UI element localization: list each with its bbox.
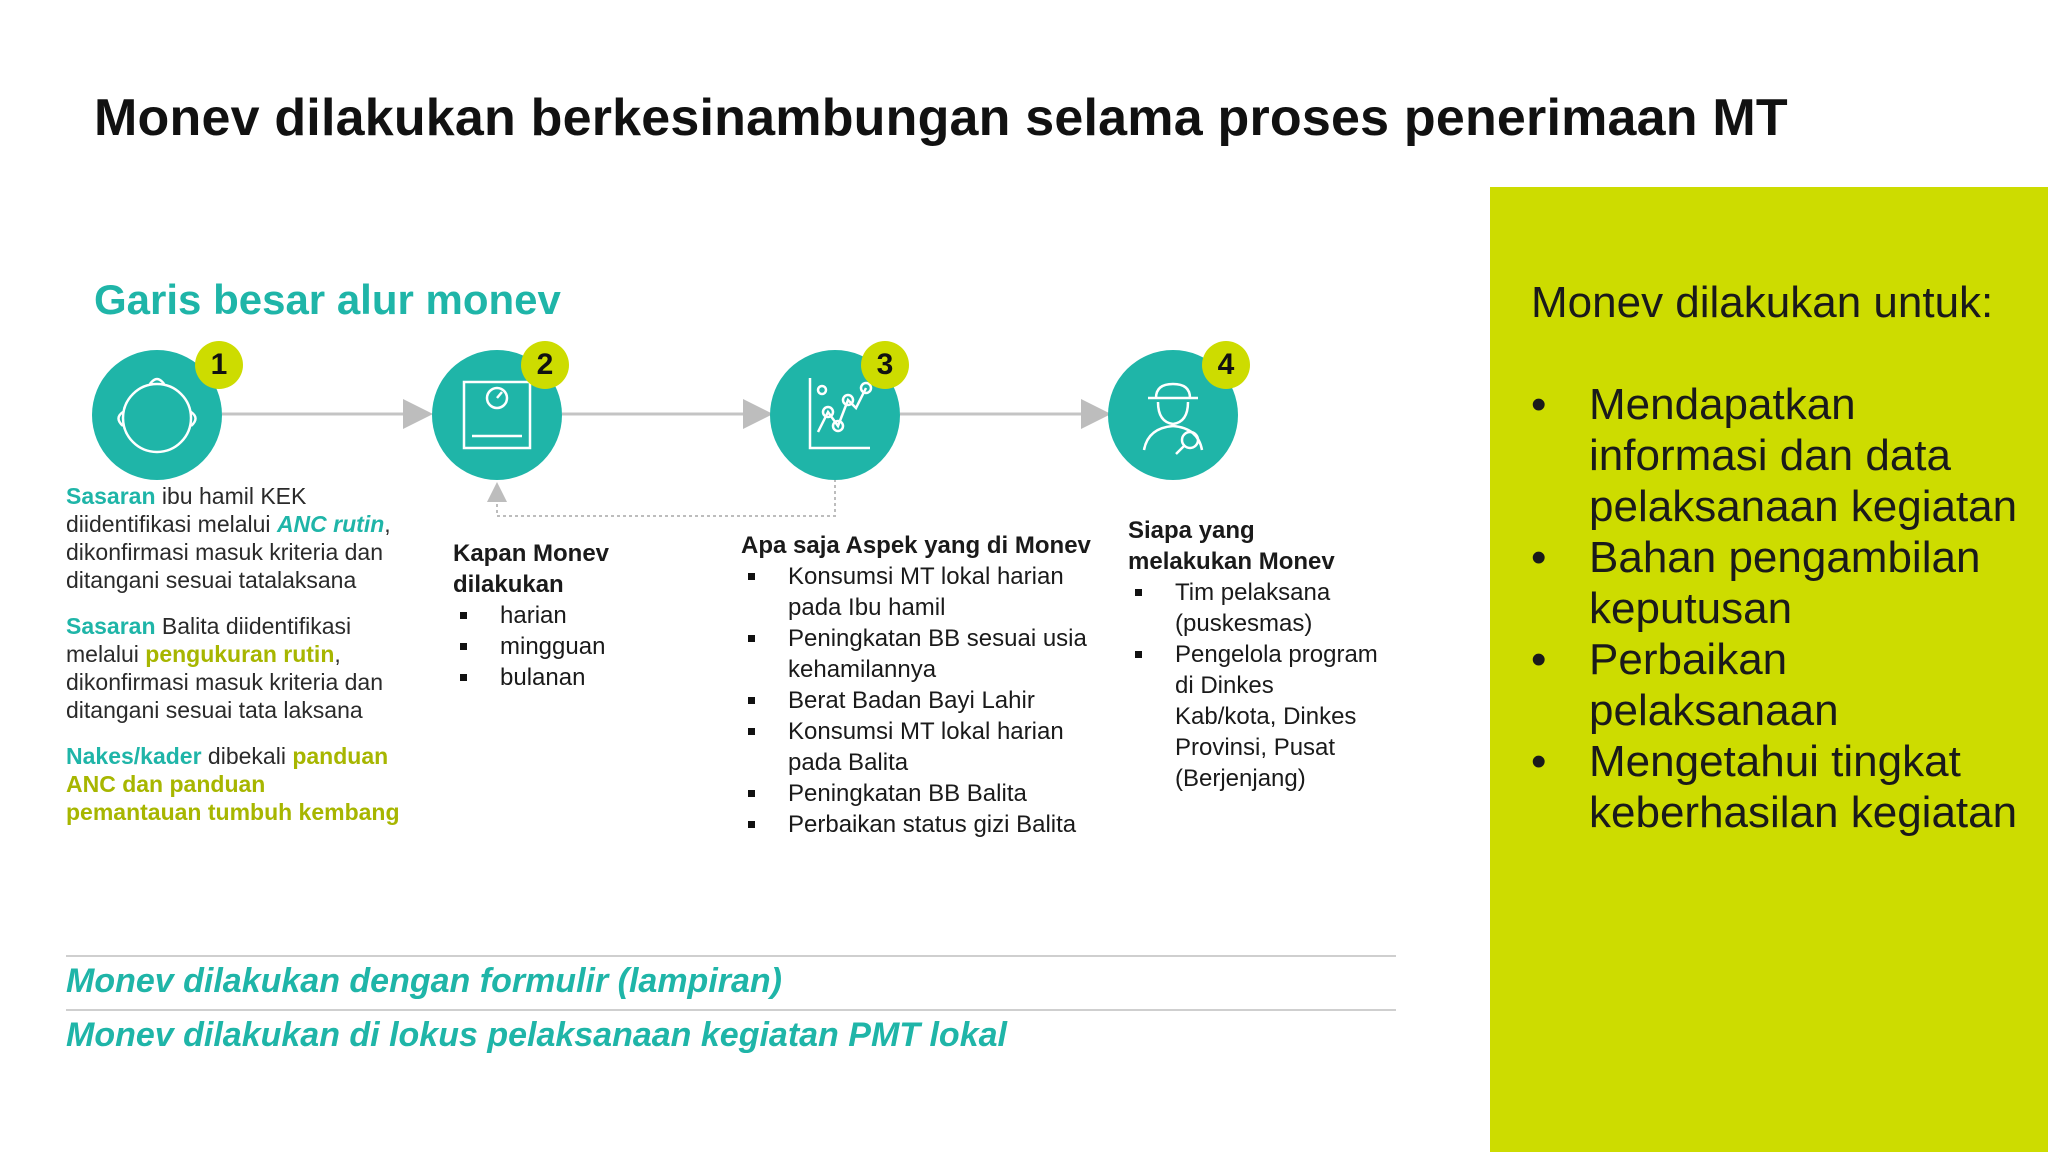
note-toddlers: Sasaran Balita diidentifikasi melalui pengukuran rutin, dikonfirmasi masuk kriteria dan ditangani sesuai tata laksana <box>66 613 384 723</box>
divider <box>66 955 1396 957</box>
step-2-badge: 2 <box>521 341 569 389</box>
list-item: Tim pelaksana (puskesmas) <box>1128 577 1378 639</box>
page-title: Monev dilakukan berkesinambungan selama proses penerimaan MT <box>94 89 1788 147</box>
list-item: mingguan <box>453 631 653 662</box>
aspects-heading: Apa saja Aspek yang di Monev <box>741 532 1091 559</box>
list-item: Konsumsi MT lokal harian pada Ibu hamil <box>741 561 1091 623</box>
purpose-item: • Bahan pengambilan keputusan <box>1531 532 2031 634</box>
purpose-item: • Mengetahui tingkat keberhasilan kegiatan <box>1531 736 2031 838</box>
when-heading: Kapan Monev dilakukan <box>453 540 610 598</box>
note-form: Monev dilakukan dengan formulir (lampiran) <box>66 962 782 1000</box>
when-column <box>453 538 653 693</box>
step-4-badge: 4 <box>1202 341 1250 389</box>
note-location: Monev dilakukan di lokus pelaksanaan kegiatan PMT lokal <box>66 1016 1007 1054</box>
list-item: harian <box>453 600 653 631</box>
note-health-workers: Nakes/kader dibekali panduan ANC dan panduan pemantauan tumbuh kembang <box>66 743 400 825</box>
who-column <box>1128 515 1378 794</box>
list-item: Pengelola program di Dinkes Kab/kota, Dinkes Provinsi, Pusat (Berjenjang) <box>1128 639 1378 794</box>
step-1-badge: 1 <box>195 341 243 389</box>
feedback-arrow-3-2 <box>497 479 835 516</box>
aspects-column <box>741 530 1091 840</box>
list-item: Perbaikan status gizi Balita <box>741 809 1091 840</box>
who-heading: Siapa yang melakukan Monev <box>1128 517 1335 575</box>
list-item: Peningkatan BB Balita <box>741 778 1091 809</box>
step-3-badge: 3 <box>861 341 909 389</box>
list-item: Konsumsi MT lokal harian pada Balita <box>741 716 1091 778</box>
list-item: bulanan <box>453 662 653 693</box>
identification-notes <box>66 482 406 844</box>
list-item: Peningkatan BB sesuai usia kehamilannya <box>741 623 1091 685</box>
purpose-item: • Perbaikan pelaksanaan <box>1531 634 2031 736</box>
list-item: Berat Badan Bayi Lahir <box>741 685 1091 716</box>
note-pregnant-women: Sasaran ibu hamil KEK diidentifikasi melalui ANC rutin, dikonfirmasi masuk kriteria dan ditangani sesuai tatalaksana <box>66 483 391 593</box>
section-subtitle: Garis besar alur monev <box>94 276 561 323</box>
purpose-item: • Mendapatkan informasi dan data pelaksanaan kegiatan <box>1531 379 2031 532</box>
purpose-panel <box>1490 187 2048 1152</box>
divider <box>66 1009 1396 1011</box>
purpose-title: Monev dilakukan untuk: <box>1531 278 1994 327</box>
